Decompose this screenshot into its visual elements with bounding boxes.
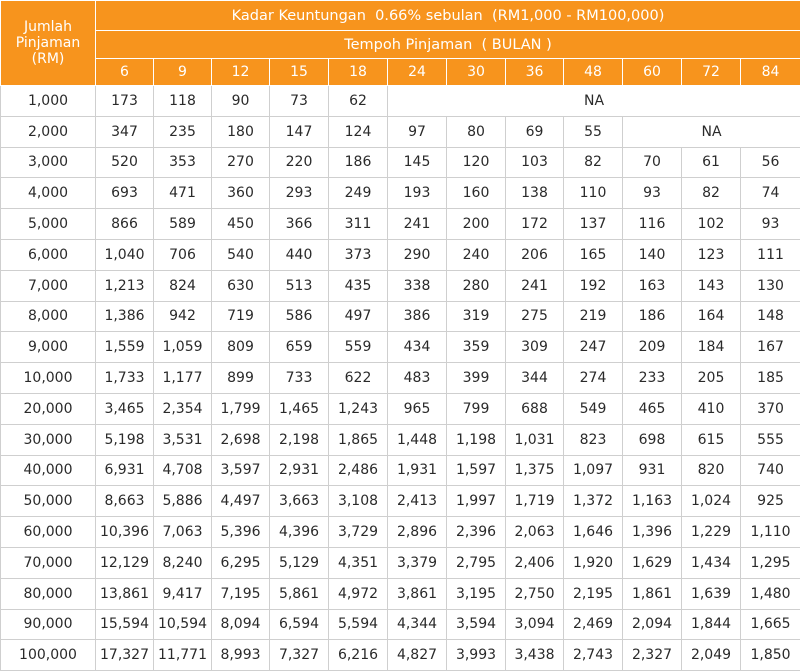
installment-cell: 1,097 xyxy=(564,455,623,486)
installment-cell: 233 xyxy=(623,363,682,394)
installment-cell: 440 xyxy=(270,239,329,270)
installment-cell: 90 xyxy=(212,86,270,117)
installment-cell: 1,597 xyxy=(447,455,506,486)
installment-cell: 102 xyxy=(682,209,741,240)
installment-cell: 2,896 xyxy=(388,517,447,548)
installment-cell: 4,497 xyxy=(212,486,270,517)
installment-cell: 1,372 xyxy=(564,486,623,517)
table-row xyxy=(1,270,800,301)
installment-cell: 1,213 xyxy=(96,270,154,301)
table-row xyxy=(1,116,800,147)
installment-cell: 6,931 xyxy=(96,455,154,486)
installment-cell: 167 xyxy=(741,332,800,363)
installment-cell: 4,344 xyxy=(388,609,447,640)
installment-cell: 549 xyxy=(564,393,623,424)
installment-cell: 200 xyxy=(447,209,506,240)
installment-cell: 15,594 xyxy=(96,609,154,640)
installment-cell: 6,295 xyxy=(212,547,270,578)
installment-cell: 193 xyxy=(388,178,447,209)
installment-cell: 1,031 xyxy=(506,424,564,455)
installment-cell: 93 xyxy=(741,209,800,240)
installment-cell: 1,434 xyxy=(682,547,741,578)
installment-cell: 80 xyxy=(447,116,506,147)
installment-cell: 5,861 xyxy=(270,578,329,609)
month-header-cell: 60 xyxy=(623,59,682,86)
table-row xyxy=(1,301,800,332)
installment-cell: 4,972 xyxy=(329,578,388,609)
installment-cell: 1,559 xyxy=(96,332,154,363)
installment-cell: 140 xyxy=(623,239,682,270)
loan-amount-cell: 100,000 xyxy=(1,640,96,671)
installment-cell: 118 xyxy=(154,86,212,117)
installment-cell: 366 xyxy=(270,209,329,240)
installment-cell: 2,795 xyxy=(447,547,506,578)
installment-cell: 82 xyxy=(682,178,741,209)
installment-cell: 192 xyxy=(564,270,623,301)
installment-cell: 206 xyxy=(506,239,564,270)
installment-cell: 2,486 xyxy=(329,455,388,486)
installment-cell: 555 xyxy=(741,424,800,455)
installment-cell: 69 xyxy=(506,116,564,147)
installment-cell: 942 xyxy=(154,301,212,332)
installment-cell: 3,108 xyxy=(329,486,388,517)
loan-amount-cell: 5,000 xyxy=(1,209,96,240)
installment-cell: 5,396 xyxy=(212,517,270,548)
installment-cell: 74 xyxy=(741,178,800,209)
installment-cell: 17,327 xyxy=(96,640,154,671)
installment-cell: 1,861 xyxy=(623,578,682,609)
installment-cell: 8,094 xyxy=(212,609,270,640)
tenure-subtitle: Tempoh Pinjaman ( BULAN ) xyxy=(96,31,800,59)
installment-cell: 12,129 xyxy=(96,547,154,578)
installment-cell: 899 xyxy=(212,363,270,394)
installment-cell: 275 xyxy=(506,301,564,332)
installment-cell: 163 xyxy=(623,270,682,301)
installment-cell: 61 xyxy=(682,147,741,178)
installment-cell: 3,861 xyxy=(388,578,447,609)
installment-cell: 1,243 xyxy=(329,393,388,424)
installment-cell: 160 xyxy=(447,178,506,209)
month-header-cell: 18 xyxy=(329,59,388,86)
installment-cell: 4,351 xyxy=(329,547,388,578)
installment-cell: 630 xyxy=(212,270,270,301)
month-header-cell: 36 xyxy=(506,59,564,86)
month-header-cell: 30 xyxy=(447,59,506,86)
not-available-cell: NA xyxy=(388,86,800,117)
installment-cell: 615 xyxy=(682,424,741,455)
installment-cell: 130 xyxy=(741,270,800,301)
installment-cell: 5,129 xyxy=(270,547,329,578)
installment-cell: 220 xyxy=(270,147,329,178)
installment-cell: 3,597 xyxy=(212,455,270,486)
installment-cell: 719 xyxy=(212,301,270,332)
installment-cell: 1,639 xyxy=(682,578,741,609)
installment-cell: 465 xyxy=(623,393,682,424)
installment-cell: 8,663 xyxy=(96,486,154,517)
installment-cell: 249 xyxy=(329,178,388,209)
installment-cell: 434 xyxy=(388,332,447,363)
month-header-cell: 84 xyxy=(741,59,800,86)
installment-cell: 7,195 xyxy=(212,578,270,609)
installment-cell: 471 xyxy=(154,178,212,209)
installment-cell: 659 xyxy=(270,332,329,363)
loan-amount-cell: 70,000 xyxy=(1,547,96,578)
installment-cell: 3,729 xyxy=(329,517,388,548)
installment-cell: 55 xyxy=(564,116,623,147)
installment-cell: 145 xyxy=(388,147,447,178)
loan-amount-cell: 20,000 xyxy=(1,393,96,424)
month-header-cell: 48 xyxy=(564,59,623,86)
loan-amount-cell: 9,000 xyxy=(1,332,96,363)
installment-cell: 247 xyxy=(564,332,623,363)
installment-cell: 185 xyxy=(741,363,800,394)
installment-cell: 3,379 xyxy=(388,547,447,578)
installment-cell: 520 xyxy=(96,147,154,178)
installment-cell: 386 xyxy=(388,301,447,332)
installment-cell: 706 xyxy=(154,239,212,270)
installment-cell: 1,448 xyxy=(388,424,447,455)
amount-header-line-3: (RM) xyxy=(31,51,65,67)
loan-amount-cell: 10,000 xyxy=(1,363,96,394)
installment-cell: 740 xyxy=(741,455,800,486)
installment-cell: 10,594 xyxy=(154,609,212,640)
installment-cell: 186 xyxy=(329,147,388,178)
not-available-cell: NA xyxy=(623,116,800,147)
installment-cell: 1,295 xyxy=(741,547,800,578)
installment-cell: 309 xyxy=(506,332,564,363)
installment-cell: 344 xyxy=(506,363,564,394)
installment-cell: 219 xyxy=(564,301,623,332)
installment-cell: 824 xyxy=(154,270,212,301)
table-row xyxy=(1,517,800,548)
installment-cell: 4,396 xyxy=(270,517,329,548)
installment-cell: 1,480 xyxy=(741,578,800,609)
installment-cell: 311 xyxy=(329,209,388,240)
installment-cell: 1,396 xyxy=(623,517,682,548)
installment-cell: 3,993 xyxy=(447,640,506,671)
table-row xyxy=(1,455,800,486)
loan-amount-cell: 30,000 xyxy=(1,424,96,455)
installment-cell: 450 xyxy=(212,209,270,240)
installment-cell: 62 xyxy=(329,86,388,117)
table-row xyxy=(1,578,800,609)
installment-cell: 688 xyxy=(506,393,564,424)
table-title: Kadar Keuntungan 0.66% sebulan (RM1,000 - RM100,000) xyxy=(96,1,800,31)
installment-cell: 733 xyxy=(270,363,329,394)
installment-cell: 123 xyxy=(682,239,741,270)
installment-cell: 120 xyxy=(447,147,506,178)
installment-cell: 1,931 xyxy=(388,455,447,486)
installment-cell: 5,198 xyxy=(96,424,154,455)
table-body xyxy=(1,86,800,671)
installment-cell: 1,719 xyxy=(506,486,564,517)
installment-cell: 82 xyxy=(564,147,623,178)
installment-cell: 2,413 xyxy=(388,486,447,517)
installment-cell: 241 xyxy=(388,209,447,240)
installment-cell: 2,469 xyxy=(564,609,623,640)
installment-cell: 1,646 xyxy=(564,517,623,548)
table-row xyxy=(1,86,800,117)
installment-cell: 2,049 xyxy=(682,640,741,671)
month-header-cell: 12 xyxy=(212,59,270,86)
installment-cell: 110 xyxy=(564,178,623,209)
installment-cell: 435 xyxy=(329,270,388,301)
installment-cell: 186 xyxy=(623,301,682,332)
table-row xyxy=(1,640,800,671)
table-row xyxy=(1,393,800,424)
installment-cell: 1,629 xyxy=(623,547,682,578)
installment-cell: 13,861 xyxy=(96,578,154,609)
installment-cell: 165 xyxy=(564,239,623,270)
amount-header-line-1: Jumlah xyxy=(24,19,72,35)
installment-cell: 965 xyxy=(388,393,447,424)
amount-column-header xyxy=(1,1,96,86)
installment-cell: 1,920 xyxy=(564,547,623,578)
installment-cell: 290 xyxy=(388,239,447,270)
amount-header-line-2: Pinjaman xyxy=(15,35,81,51)
loan-amount-cell: 50,000 xyxy=(1,486,96,517)
installment-cell: 866 xyxy=(96,209,154,240)
installment-cell: 10,396 xyxy=(96,517,154,548)
month-header-cell: 9 xyxy=(154,59,212,86)
installment-cell: 1,229 xyxy=(682,517,741,548)
loan-amount-cell: 80,000 xyxy=(1,578,96,609)
installment-cell: 143 xyxy=(682,270,741,301)
installment-cell: 2,396 xyxy=(447,517,506,548)
installment-cell: 360 xyxy=(212,178,270,209)
installment-cell: 6,594 xyxy=(270,609,329,640)
installment-cell: 138 xyxy=(506,178,564,209)
installment-cell: 698 xyxy=(623,424,682,455)
installment-cell: 235 xyxy=(154,116,212,147)
installment-cell: 1,799 xyxy=(212,393,270,424)
installment-cell: 1,198 xyxy=(447,424,506,455)
installment-cell: 1,844 xyxy=(682,609,741,640)
installment-cell: 2,195 xyxy=(564,578,623,609)
loan-amount-cell: 90,000 xyxy=(1,609,96,640)
installment-cell: 347 xyxy=(96,116,154,147)
installment-cell: 9,417 xyxy=(154,578,212,609)
loan-amount-cell: 3,000 xyxy=(1,147,96,178)
installment-cell: 3,438 xyxy=(506,640,564,671)
installment-cell: 2,094 xyxy=(623,609,682,640)
installment-cell: 1,733 xyxy=(96,363,154,394)
installment-cell: 1,850 xyxy=(741,640,800,671)
installment-cell: 1,110 xyxy=(741,517,800,548)
installment-cell: 410 xyxy=(682,393,741,424)
installment-cell: 319 xyxy=(447,301,506,332)
installment-cell: 399 xyxy=(447,363,506,394)
table-row xyxy=(1,332,800,363)
installment-cell: 4,827 xyxy=(388,640,447,671)
installment-cell: 931 xyxy=(623,455,682,486)
loan-amount-cell: 6,000 xyxy=(1,239,96,270)
loan-amount-cell: 2,000 xyxy=(1,116,96,147)
installment-cell: 359 xyxy=(447,332,506,363)
installment-cell: 7,327 xyxy=(270,640,329,671)
installment-cell: 148 xyxy=(741,301,800,332)
installment-cell: 925 xyxy=(741,486,800,517)
loan-amount-cell: 4,000 xyxy=(1,178,96,209)
installment-cell: 97 xyxy=(388,116,447,147)
installment-cell: 1,665 xyxy=(741,609,800,640)
loan-amount-cell: 1,000 xyxy=(1,86,96,117)
table-row xyxy=(1,424,800,455)
installment-cell: 103 xyxy=(506,147,564,178)
installment-cell: 6,216 xyxy=(329,640,388,671)
table-row xyxy=(1,486,800,517)
installment-cell: 2,063 xyxy=(506,517,564,548)
installment-cell: 586 xyxy=(270,301,329,332)
installment-cell: 274 xyxy=(564,363,623,394)
installment-cell: 2,327 xyxy=(623,640,682,671)
installment-cell: 205 xyxy=(682,363,741,394)
loan-amount-cell: 8,000 xyxy=(1,301,96,332)
loan-amount-cell: 60,000 xyxy=(1,517,96,548)
month-header-cell: 72 xyxy=(682,59,741,86)
table-row xyxy=(1,547,800,578)
installment-cell: 2,750 xyxy=(506,578,564,609)
installment-cell: 1,865 xyxy=(329,424,388,455)
installment-cell: 2,698 xyxy=(212,424,270,455)
month-header-cell: 24 xyxy=(388,59,447,86)
installment-cell: 124 xyxy=(329,116,388,147)
installment-cell: 338 xyxy=(388,270,447,301)
installment-cell: 8,993 xyxy=(212,640,270,671)
installment-cell: 3,663 xyxy=(270,486,329,517)
installment-cell: 172 xyxy=(506,209,564,240)
installment-cell: 3,594 xyxy=(447,609,506,640)
installment-cell: 3,094 xyxy=(506,609,564,640)
installment-cell: 2,406 xyxy=(506,547,564,578)
installment-cell: 589 xyxy=(154,209,212,240)
table-row xyxy=(1,609,800,640)
installment-cell: 2,198 xyxy=(270,424,329,455)
installment-cell: 7,063 xyxy=(154,517,212,548)
installment-cell: 5,886 xyxy=(154,486,212,517)
installment-cell: 270 xyxy=(212,147,270,178)
installment-cell: 173 xyxy=(96,86,154,117)
installment-cell: 5,594 xyxy=(329,609,388,640)
installment-cell: 559 xyxy=(329,332,388,363)
installment-cell: 180 xyxy=(212,116,270,147)
month-header-row xyxy=(1,59,800,86)
month-header-cell: 15 xyxy=(270,59,329,86)
installment-cell: 820 xyxy=(682,455,741,486)
installment-cell: 809 xyxy=(212,332,270,363)
installment-cell: 1,465 xyxy=(270,393,329,424)
installment-cell: 1,177 xyxy=(154,363,212,394)
table-row xyxy=(1,209,800,240)
installment-cell: 540 xyxy=(212,239,270,270)
installment-cell: 1,997 xyxy=(447,486,506,517)
installment-cell: 137 xyxy=(564,209,623,240)
installment-cell: 483 xyxy=(388,363,447,394)
table-row xyxy=(1,363,800,394)
installment-cell: 241 xyxy=(506,270,564,301)
installment-cell: 70 xyxy=(623,147,682,178)
loan-amount-cell: 7,000 xyxy=(1,270,96,301)
installment-cell: 823 xyxy=(564,424,623,455)
installment-cell: 184 xyxy=(682,332,741,363)
installment-cell: 1,386 xyxy=(96,301,154,332)
installment-cell: 799 xyxy=(447,393,506,424)
installment-cell: 116 xyxy=(623,209,682,240)
installment-cell: 240 xyxy=(447,239,506,270)
installment-cell: 497 xyxy=(329,301,388,332)
installment-cell: 693 xyxy=(96,178,154,209)
installment-cell: 2,931 xyxy=(270,455,329,486)
installment-cell: 73 xyxy=(270,86,329,117)
installment-cell: 111 xyxy=(741,239,800,270)
loan-amount-cell: 40,000 xyxy=(1,455,96,486)
installment-cell: 3,465 xyxy=(96,393,154,424)
installment-cell: 2,354 xyxy=(154,393,212,424)
table-row xyxy=(1,178,800,209)
installment-cell: 164 xyxy=(682,301,741,332)
table-row xyxy=(1,147,800,178)
installment-cell: 513 xyxy=(270,270,329,301)
installment-cell: 1,375 xyxy=(506,455,564,486)
installment-cell: 1,163 xyxy=(623,486,682,517)
installment-cell: 1,059 xyxy=(154,332,212,363)
installment-cell: 1,040 xyxy=(96,239,154,270)
installment-cell: 3,531 xyxy=(154,424,212,455)
installment-cell: 1,024 xyxy=(682,486,741,517)
installment-cell: 2,743 xyxy=(564,640,623,671)
installment-cell: 56 xyxy=(741,147,800,178)
installment-cell: 373 xyxy=(329,239,388,270)
installment-cell: 280 xyxy=(447,270,506,301)
installment-cell: 8,240 xyxy=(154,547,212,578)
installment-cell: 93 xyxy=(623,178,682,209)
installment-cell: 147 xyxy=(270,116,329,147)
installment-cell: 293 xyxy=(270,178,329,209)
month-header-cell: 6 xyxy=(96,59,154,86)
installment-cell: 4,708 xyxy=(154,455,212,486)
installment-cell: 370 xyxy=(741,393,800,424)
installment-cell: 3,195 xyxy=(447,578,506,609)
installment-cell: 622 xyxy=(329,363,388,394)
installment-cell: 209 xyxy=(623,332,682,363)
installment-cell: 353 xyxy=(154,147,212,178)
installment-cell: 11,771 xyxy=(154,640,212,671)
table-row xyxy=(1,239,800,270)
